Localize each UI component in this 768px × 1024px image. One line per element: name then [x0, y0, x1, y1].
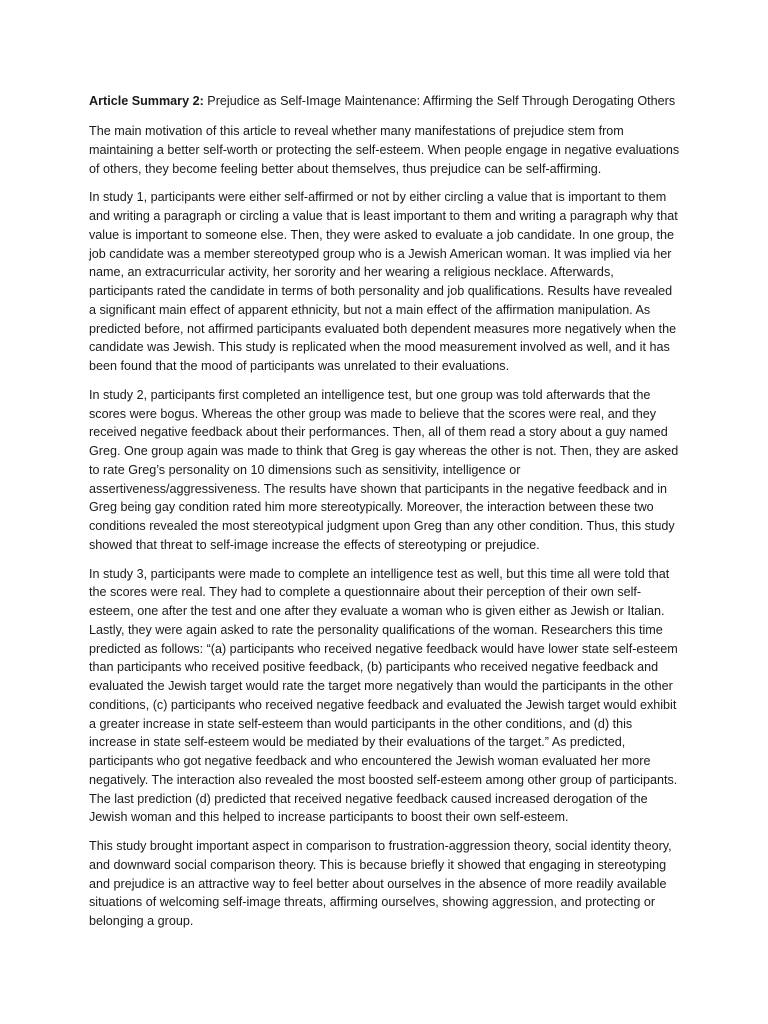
article-heading [89, 92, 681, 110]
paragraph-conclusion: This study brought important aspect in comparison to frustration-aggression theory, social identity theory, and downward social comparison theory. This is because briefly it showed that engaging in stereotyping and prejudice is an attractive way to feel better about ourselves in the absence of more readily available situations of welcoming self-image threats, affirming ourselves, showing aggression, and protecting or belonging a group. [89, 839, 672, 928]
article-heading-label: Article Summary 2: [89, 94, 204, 108]
paragraph-study-2: In study 2, participants first completed an intelligence test, but one group was told afterwards that the scores were bogus. Whereas the other group was made to believe that the scores were real, and they received negative feedback about their performances. Then, all of them read a story about a guy named Greg. One group again was made to think that Greg is gay whereas the other is not. Then, they are asked to rate Greg’s personality on 10 dimensions such as sensitivity, intelligence or assertiveness/aggressiveness. The results have shown that participants in the negative feedback and in Greg being gay condition rated him more stereotypically. Moreover, the interaction between these two conditions revealed the most stereotypical judgment upon Greg than any other condition. Thus, this study showed that threat to self-image increase the effects of stereotyping or prejudice. [89, 387, 679, 552]
paragraph-motivation: The main motivation of this article to reveal whether many manifestations of prejudice stem from maintaining a better self-worth or protecting the self-esteem. When people engage in negative evaluations of others, they become feeling better about themselves, thus prejudice can be self-affirming. [89, 124, 680, 176]
document-page [89, 92, 681, 941]
paragraph-study-1: In study 1, participants were either self-affirmed or not by either circling a value that is important to them and writing a paragraph or circling a value that is least important to them and writing a paragraph why that value is important to someone else. Then, they were asked to evaluate a job candidate. In one group, the job candidate was a member stereotyped group who is a Jewish American woman. It was implied via her name, an extracurricular activity, her sorority and her wearing a religious necklace. Afterwards, participants rated the candidate in terms of both personality and job qualifications. Results have revealed a significant main effect of apparent ethnicity, but not a main effect of the affirmation manipulation. As predicted before, not affirmed participants evaluated both dependent measures more negatively when the candidate was Jewish. This study is replicated when the mood measurement involved as well, and it has been found that the mood of participants was unrelated to their evaluations. [89, 190, 678, 373]
paragraph-study-3: In study 3, participants were made to complete an intelligence test as well, but this time all were told that the scores were real. They had to complete a questionnaire about their perception of their own self-esteem, one after the test and one after they evaluate a woman who is given either as Jewish or Italian. Lastly, they were again asked to rate the personality qualifications of the woman. Researchers this time predicted as follows: “(a) participants who received negative feedback would have lower state self-esteem than participants who received positive feedback, (b) participants who received negative feedback and evaluated the Jewish target would rate the target more negatively than would the participants in the other conditions, (c) participants who received negative feedback and evaluated the Jewish target would exhibit a greater increase in state self-esteem than would participants in the other conditions, and (d) this increase in state self-esteem would be mediated by their evaluations of the target.” As predicted, participants who got negative feedback and who encountered the Jewish woman evaluated her more negatively. The interaction also revealed the most boosted self-esteem among other group of participants. The last prediction (d) predicted that received negative feedback caused increased derogation of the Jewish woman and this helped to increase participants to boost their own self-esteem. [89, 566, 678, 825]
article-heading-title: Prejudice as Self-Image Maintenance: Affirming the Self Through Derogating Others [203, 94, 676, 108]
